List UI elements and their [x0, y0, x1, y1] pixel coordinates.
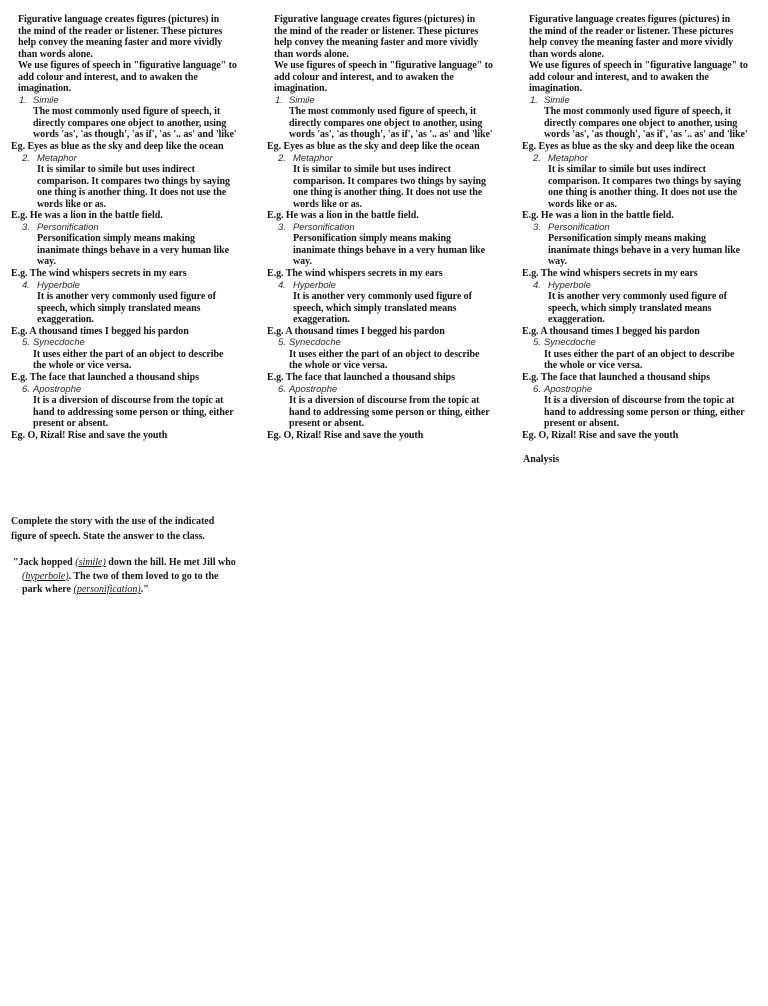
figure-name: Personification [293, 221, 355, 233]
instruction-line: figure of speech. State the answer to the class. [11, 531, 206, 542]
figure-name: Simile [289, 94, 315, 106]
figure-number: 4. [533, 279, 541, 291]
analysis-heading: Analysis [523, 454, 560, 465]
figure-number: 3. [533, 221, 541, 233]
intro-line: help convey the meaning faster and more vividly [18, 37, 223, 49]
intro-paragraph [522, 14, 762, 60]
figure-item [11, 153, 251, 222]
intro-line: than words alone. [18, 48, 93, 60]
figure-heading [11, 153, 251, 165]
handout-column-2 [267, 14, 507, 441]
figure-description-line: It is similar to simile but uses indirect [37, 164, 195, 176]
figure-example: E.g. The face that launched a thousand ships [267, 371, 455, 383]
intro-paragraph [267, 14, 507, 60]
figure-heading [267, 337, 507, 349]
figure-name: Metaphor [37, 152, 77, 164]
figure-heading [11, 280, 251, 292]
figure-description-line: It is a diversion of discourse from the topic at [289, 395, 480, 407]
figure-heading [11, 337, 251, 349]
figure-number: 1. [275, 94, 283, 106]
intro-paragraph [11, 60, 251, 95]
figure-description-line: The most commonly used figure of speech, it [544, 106, 732, 118]
intro-line: We use figures of speech in "figurative language" to [274, 60, 493, 72]
figure-example: Eg. O, Rizal! Rise and save the youth [11, 429, 168, 441]
figure-description-line: comparison. It compares two things by saying [37, 175, 230, 187]
figure-description-line: directly compares one object to another, using [544, 117, 738, 129]
figure-name: Hyperbole [548, 279, 591, 291]
intro-line: help convey the meaning faster and more vividly [274, 37, 479, 49]
figure-number: 1. [19, 94, 27, 106]
figure-item [267, 153, 507, 222]
figure-description-line: The most commonly used figure of speech, it [33, 106, 221, 118]
intro-line: Figurative language creates figures (pictures) in [529, 14, 731, 25]
intro-line: imagination. [529, 83, 583, 95]
intro-line: than words alone. [274, 48, 349, 60]
figure-description-line: present or absent. [289, 418, 365, 430]
figure-name: Synecdoche [544, 337, 596, 349]
figure-item [267, 280, 507, 338]
figure-description-line: It uses either the part of an object to describe [289, 348, 480, 360]
figure-number: 3. [278, 221, 286, 233]
story-blank-simile: (simile) [75, 557, 106, 568]
figure-item [11, 95, 251, 153]
figure-description-line: inanimate things behave in a very human like [37, 244, 229, 256]
figure-example: E.g. He was a lion in the battle field. [522, 210, 674, 222]
figure-description-line: way. [548, 256, 567, 268]
figure-description-line: present or absent. [33, 418, 109, 430]
figure-description-line: It uses either the part of an object to describe [33, 348, 224, 360]
intro-line: Figurative language creates figures (pictures) in [274, 14, 476, 25]
figure-heading [11, 95, 251, 107]
figure-description-line: one thing is another thing. It does not use the [548, 187, 738, 199]
figure-heading [522, 153, 762, 165]
figure-description-line: one thing is another thing. It does not use the [37, 187, 227, 199]
figure-heading [267, 95, 507, 107]
figure-heading [11, 222, 251, 234]
figure-description-line: the whole or vice versa. [289, 360, 388, 372]
figure-description-line: It uses either the part of an object to describe [544, 348, 735, 360]
intro-paragraph [11, 14, 251, 60]
story-prompt [11, 556, 251, 597]
figure-item [11, 280, 251, 338]
figure-description-line: inanimate things behave in a very human like [548, 244, 740, 256]
figure-heading [267, 153, 507, 165]
figure-example: Eg. O, Rizal! Rise and save the youth [267, 429, 424, 441]
figure-description-line: hand to addressing some person or thing, either [544, 406, 745, 418]
figure-heading [522, 280, 762, 292]
figure-number: 1. [530, 94, 538, 106]
figure-heading [522, 384, 762, 396]
intro-line: add colour and interest, and to awaken the [18, 71, 198, 83]
story-blank-personification: (personification) [73, 584, 141, 595]
figure-number: 6. [22, 383, 30, 395]
story-text: down the hill. He met Jill who [105, 557, 236, 568]
figure-number: 3. [22, 221, 30, 233]
figure-item [522, 222, 762, 280]
intro-line: the mind of the reader or listener. These pictures [274, 25, 479, 37]
story-blank-hyperbole: (hyperbole) [22, 570, 69, 582]
intro-line: add colour and interest, and to awaken the [529, 71, 709, 83]
figure-description-line: It is similar to simile but uses indirect [548, 164, 706, 176]
intro-line: the mind of the reader or listener. These pictures [529, 25, 734, 37]
figure-description-line: It is a diversion of discourse from the topic at [33, 395, 224, 407]
figure-description-line: words like or as. [293, 198, 362, 210]
figure-description-line: speech, which simply translated means [293, 302, 457, 314]
figure-description-line: way. [293, 256, 312, 268]
figure-description-line: Personification simply means making [293, 233, 451, 245]
story-text: "Jack hopped [13, 557, 76, 568]
figure-name: Hyperbole [37, 279, 80, 291]
figure-description-line: hand to addressing some person or thing, either [33, 406, 234, 418]
figure-description-line: It is another very commonly used figure of [293, 291, 472, 303]
intro-line: add colour and interest, and to awaken the [274, 71, 454, 83]
figure-number: 2. [22, 152, 30, 164]
figure-description-line: words 'as', 'as though', 'as if', 'as '.. as' and 'like' [544, 129, 748, 141]
figure-example: E.g. The face that launched a thousand ships [522, 371, 710, 383]
figure-example: Eg. Eyes as blue as the sky and deep like the ocean [11, 141, 224, 153]
figure-heading [267, 222, 507, 234]
figure-item [522, 337, 762, 383]
figure-number: 6. [278, 383, 286, 395]
figure-item [522, 384, 762, 442]
figure-example: E.g. The face that launched a thousand ships [11, 371, 199, 383]
intro-line: help convey the meaning faster and more vividly [529, 37, 734, 49]
figure-description-line: exaggeration. [548, 314, 605, 326]
figure-description-line: speech, which simply translated means [548, 302, 712, 314]
figure-description-line: comparison. It compares two things by saying [293, 175, 486, 187]
intro-line: the mind of the reader or listener. These pictures [18, 25, 223, 37]
figure-description-line: directly compares one object to another, using [33, 117, 227, 129]
figure-number: 4. [22, 279, 30, 291]
figure-name: Simile [33, 94, 59, 106]
figure-description-line: hand to addressing some person or thing, either [289, 406, 490, 418]
figure-item [11, 222, 251, 280]
intro-line: than words alone. [529, 48, 604, 60]
figure-description-line: It is another very commonly used figure of [37, 291, 216, 303]
story-text: ." [140, 584, 149, 595]
figure-description-line: It is a diversion of discourse from the topic at [544, 395, 735, 407]
figure-name: Simile [544, 94, 570, 106]
intro-line: imagination. [18, 83, 72, 95]
figure-number: 5. [22, 337, 30, 349]
figure-item [522, 95, 762, 153]
intro-line: We use figures of speech in "figurative language" to [18, 60, 237, 72]
figure-number: 2. [278, 152, 286, 164]
figure-description-line: comparison. It compares two things by saying [548, 175, 741, 187]
figure-description-line: words 'as', 'as though', 'as if', 'as '.. as' and 'like' [33, 129, 237, 141]
figure-number: 6. [533, 383, 541, 395]
figure-example: E.g. The wind whispers secrets in my ears [11, 268, 187, 280]
figure-description-line: exaggeration. [37, 314, 94, 326]
figure-item [11, 384, 251, 442]
figure-heading [522, 337, 762, 349]
figure-example: E.g. He was a lion in the battle field. [11, 210, 163, 222]
figure-name: Personification [548, 221, 610, 233]
figure-heading [11, 384, 251, 396]
intro-line: Figurative language creates figures (pictures) in [18, 14, 220, 25]
figure-example: Eg. O, Rizal! Rise and save the youth [522, 429, 679, 441]
intro-line: We use figures of speech in "figurative language" to [529, 60, 748, 72]
figure-example: Eg. Eyes as blue as the sky and deep like the ocean [522, 141, 735, 153]
figure-heading [267, 280, 507, 292]
figure-example: E.g. The wind whispers secrets in my ears [522, 268, 698, 280]
figure-name: Metaphor [548, 152, 588, 164]
figure-description-line: the whole or vice versa. [544, 360, 643, 372]
intro-paragraph [522, 60, 762, 95]
figure-description-line: words like or as. [37, 198, 106, 210]
figure-name: Apostrophe [544, 383, 593, 395]
figure-item [267, 384, 507, 442]
figure-name: Synecdoche [289, 337, 341, 349]
figure-description-line: present or absent. [544, 418, 620, 430]
figure-name: Metaphor [293, 152, 333, 164]
figure-description-line: the whole or vice versa. [33, 360, 132, 372]
story-text: park where [22, 584, 74, 595]
figure-example: E.g. He was a lion in the battle field. [267, 210, 419, 222]
intro-line: imagination. [274, 83, 328, 95]
figure-description-line: Personification simply means making [37, 233, 195, 245]
story-text: . The two of them loved to go to the [68, 570, 219, 582]
figure-number: 5. [278, 337, 286, 349]
handout-column-3 [522, 14, 762, 441]
figure-description-line: speech, which simply translated means [37, 302, 201, 314]
figure-example: E.g. A thousand times I begged his pardon [267, 325, 445, 337]
figure-heading [522, 95, 762, 107]
figure-description-line: It is another very commonly used figure of [548, 291, 727, 303]
figure-example: E.g. A thousand times I begged his pardon [11, 325, 189, 337]
figure-heading [522, 222, 762, 234]
story-line [22, 570, 251, 584]
figure-item [11, 337, 251, 383]
figure-example: E.g. A thousand times I begged his pardon [522, 325, 700, 337]
intro-paragraph [267, 60, 507, 95]
figure-description-line: The most commonly used figure of speech, it [289, 106, 477, 118]
figure-item [267, 222, 507, 280]
figure-description-line: words 'as', 'as though', 'as if', 'as '.. as' and 'like' [289, 129, 493, 141]
figure-name: Apostrophe [289, 383, 338, 395]
figure-example: Eg. Eyes as blue as the sky and deep like the ocean [267, 141, 480, 153]
handout-column-1 [11, 14, 251, 441]
figure-name: Apostrophe [33, 383, 82, 395]
figure-description-line: one thing is another thing. It does not use the [293, 187, 483, 199]
story-line [13, 556, 251, 570]
figure-description-line: inanimate things behave in a very human like [293, 244, 485, 256]
story-line [22, 583, 251, 597]
figure-item [522, 153, 762, 222]
figure-description-line: exaggeration. [293, 314, 350, 326]
figure-description-line: directly compares one object to another, using [289, 117, 483, 129]
figure-name: Synecdoche [33, 337, 85, 349]
activity-instruction [11, 514, 251, 544]
figure-description-line: Personification simply means making [548, 233, 706, 245]
figure-number: 2. [533, 152, 541, 164]
figure-item [522, 280, 762, 338]
figure-name: Personification [37, 221, 99, 233]
figure-item [267, 337, 507, 383]
figure-heading [267, 384, 507, 396]
figure-description-line: It is similar to simile but uses indirect [293, 164, 451, 176]
instruction-line: Complete the story with the use of the indicated [11, 516, 215, 527]
activity-section [11, 514, 251, 597]
figure-item [267, 95, 507, 153]
figure-name: Hyperbole [293, 279, 336, 291]
figure-example: E.g. The wind whispers secrets in my ears [267, 268, 443, 280]
figure-number: 4. [278, 279, 286, 291]
figure-number: 5. [533, 337, 541, 349]
figure-description-line: way. [37, 256, 56, 268]
figure-description-line: words like or as. [548, 198, 617, 210]
